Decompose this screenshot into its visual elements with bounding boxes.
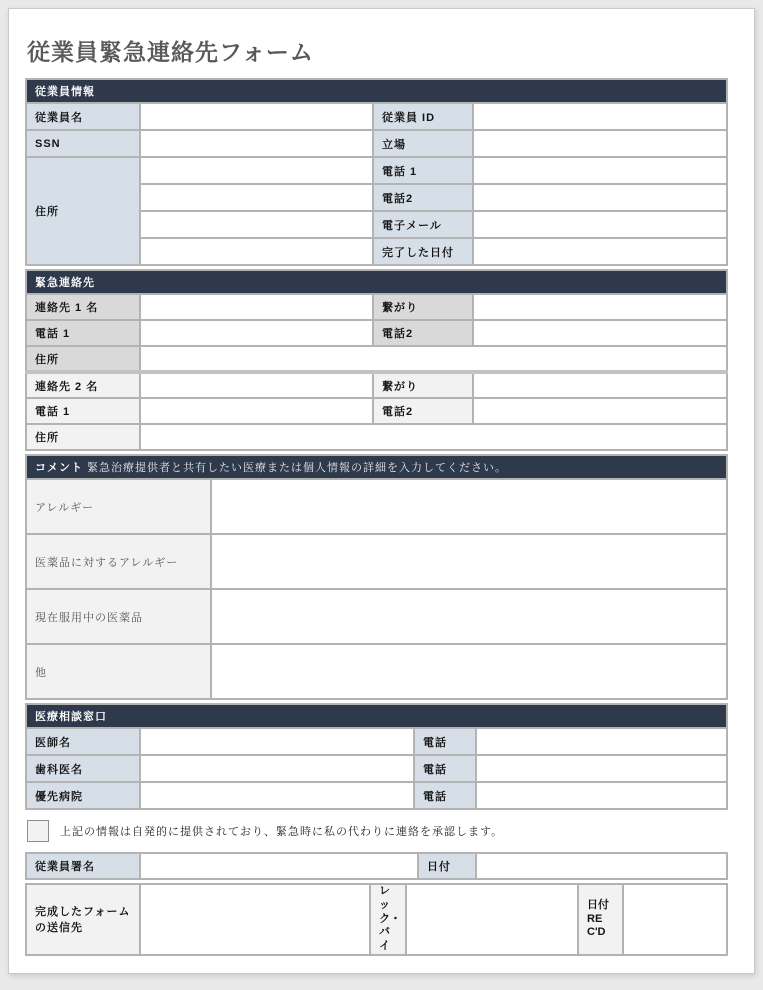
dentist-name-label: 歯科医名 — [26, 755, 140, 782]
consent-text: 上記の情報は自発的に提供されており、緊急時に私の代わりに連絡を承認します。 — [60, 826, 504, 838]
employee-name-input[interactable] — [140, 103, 373, 130]
contact1-phone1-label: 電話 1 — [26, 320, 140, 346]
form-routing-table — [25, 883, 728, 956]
rec-by-input[interactable] — [406, 884, 578, 955]
hospital-name-input[interactable] — [140, 782, 414, 809]
employee-id-label: 従業員 ID — [373, 103, 473, 130]
address-line1-input[interactable] — [140, 157, 373, 184]
section-header-comments — [26, 455, 727, 479]
completed-date-input[interactable] — [473, 238, 727, 265]
hospital-name-label: 優先病院 — [26, 782, 140, 809]
comments-header-note: 緊急治療提供者と共有したい医療または個人情報の詳細を入力してください。 — [87, 462, 508, 474]
phone1-input[interactable] — [473, 157, 727, 184]
contact2-address-input[interactable] — [140, 424, 727, 450]
section-header-medical: 医療相談窓口 — [26, 704, 727, 728]
consent-checkbox[interactable] — [27, 820, 49, 842]
doctor-phone-label: 電話 — [414, 728, 476, 755]
date-recd-label: 日付 REC'D — [578, 884, 623, 955]
comments-table — [25, 454, 728, 700]
contact1-phone1-input[interactable] — [140, 320, 373, 346]
address-label: 住所 — [26, 157, 140, 265]
signature-date-input[interactable] — [476, 853, 727, 879]
current-medications-input[interactable] — [211, 589, 727, 644]
date-recd-input[interactable] — [623, 884, 727, 955]
emergency-contacts-table — [25, 269, 728, 451]
dentist-phone-label: 電話 — [414, 755, 476, 782]
contact1-phone2-label: 電話2 — [373, 320, 473, 346]
other-input[interactable] — [211, 644, 727, 699]
contact2-address-label: 住所 — [26, 424, 140, 450]
doctor-phone-input[interactable] — [476, 728, 727, 755]
employee-name-label: 従業員名 — [26, 103, 140, 130]
phone1-label: 電話 1 — [373, 157, 473, 184]
contact2-phone1-label: 電話 1 — [26, 398, 140, 424]
comments-header-title: コメント — [35, 462, 83, 474]
contact2-name-input[interactable] — [140, 372, 373, 398]
signature-table — [25, 852, 728, 880]
contact1-relationship-input[interactable] — [473, 294, 727, 320]
form-page — [8, 8, 755, 974]
medication-allergies-label: 医薬品に対するアレルギー — [26, 534, 211, 589]
hospital-phone-label: 電話 — [414, 782, 476, 809]
page-title: 従業員緊急連絡先フォーム — [27, 40, 314, 65]
current-medications-label: 現在服用中の医薬品 — [26, 589, 211, 644]
contact1-name-input[interactable] — [140, 294, 373, 320]
send-to-input[interactable] — [140, 884, 370, 955]
completed-date-label: 完了した日付 — [373, 238, 473, 265]
allergies-label: アレルギー — [26, 479, 211, 534]
rec-by-label: レック・バイ — [370, 884, 406, 955]
email-label: 電子メール — [373, 211, 473, 238]
employee-signature-input[interactable] — [140, 853, 418, 879]
ssn-input[interactable] — [140, 130, 373, 157]
allergies-input[interactable] — [211, 479, 727, 534]
doctor-name-input[interactable] — [140, 728, 414, 755]
contact2-phone2-label: 電話2 — [373, 398, 473, 424]
contact2-name-label: 連絡先 2 名 — [26, 372, 140, 398]
dentist-phone-input[interactable] — [476, 755, 727, 782]
address-line2-input[interactable] — [140, 184, 373, 211]
email-input[interactable] — [473, 211, 727, 238]
medical-contacts-table — [25, 703, 728, 810]
contact2-relationship-input[interactable] — [473, 372, 727, 398]
position-label: 立場 — [373, 130, 473, 157]
employee-info-table — [25, 78, 728, 266]
other-label: 他 — [26, 644, 211, 699]
address-line3-input[interactable] — [140, 211, 373, 238]
dentist-name-input[interactable] — [140, 755, 414, 782]
hospital-phone-input[interactable] — [476, 782, 727, 809]
phone2-label: 電話2 — [373, 184, 473, 211]
signature-date-label: 日付 — [418, 853, 476, 879]
address-line4-input[interactable] — [140, 238, 373, 265]
contact2-phone2-input[interactable] — [473, 398, 727, 424]
contact1-name-label: 連絡先 1 名 — [26, 294, 140, 320]
employee-id-input[interactable] — [473, 103, 727, 130]
contact1-relationship-label: 繋がり — [373, 294, 473, 320]
employee-signature-label: 従業員署名 — [26, 853, 140, 879]
medication-allergies-input[interactable] — [211, 534, 727, 589]
contact1-address-label: 住所 — [26, 346, 140, 372]
contact1-address-input[interactable] — [140, 346, 727, 372]
phone2-input[interactable] — [473, 184, 727, 211]
contact2-phone1-input[interactable] — [140, 398, 373, 424]
contact2-relationship-label: 繋がり — [373, 372, 473, 398]
doctor-name-label: 医師名 — [26, 728, 140, 755]
consent-row — [27, 818, 726, 844]
send-to-label: 完成したフォームの送信先 — [26, 884, 140, 955]
section-header-emergency-contacts: 緊急連絡先 — [26, 270, 727, 294]
section-header-employee-info: 従業員情報 — [26, 79, 727, 103]
ssn-label: SSN — [26, 130, 140, 157]
position-input[interactable] — [473, 130, 727, 157]
contact1-phone2-input[interactable] — [473, 320, 727, 346]
